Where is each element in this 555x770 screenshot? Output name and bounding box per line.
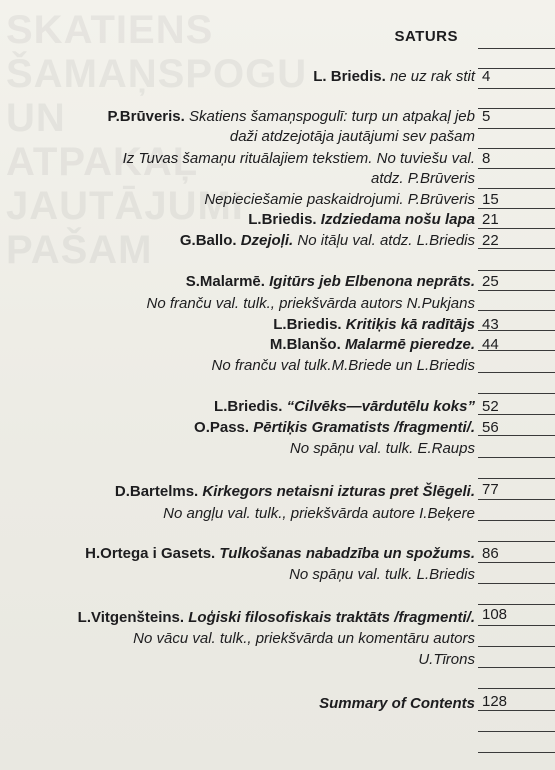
toc-author: L. Briedis. (313, 68, 386, 85)
toc-translator: No angļu val. tulk., priekšvārda autore I.Beķere (163, 505, 475, 522)
toc-page-number: 43 (482, 316, 499, 333)
toc-author: L.Vitgenšteins. (77, 609, 185, 626)
toc-translator: No franču val. tulk., priekšvārda autors N.Pukjans (146, 295, 475, 312)
toc-entry (115, 483, 475, 501)
page-title: SATURS (394, 28, 458, 45)
toc-entry (194, 419, 475, 437)
toc-author: P.Brūveris. (107, 108, 185, 125)
toc-translator: No vācu val. tulk., priekšvārda un komentāru autors (133, 630, 475, 647)
toc-note (418, 651, 475, 669)
toc-title: Izdziedama nošu lapa (320, 211, 475, 228)
toc-title: Kirkegors netaisni izturas pret Šlēgeli. (202, 483, 475, 500)
toc-entry (313, 68, 475, 86)
toc-title: Iz Tuvas šamaņu rituālajiem tekstiem. No tuviešu val. (122, 150, 475, 167)
toc-entry (214, 398, 475, 416)
toc-page-number: 77 (482, 481, 499, 498)
toc-note (133, 630, 475, 648)
toc-translator: No spāņu val. tulk. E.Raups (289, 440, 475, 457)
toc-entry (78, 609, 475, 627)
toc-entry (186, 273, 475, 291)
toc-title: Dzejoļi. (240, 232, 294, 249)
toc-author: H.Ortega i Gasets. (85, 545, 216, 562)
toc-author: M.Blanšo. (269, 336, 341, 353)
toc-translator: No franču val tulk.M.Briede un L.Briedis (211, 357, 475, 374)
toc-entry (85, 545, 475, 563)
toc-page-number: 21 (482, 211, 499, 228)
toc-entry (273, 316, 475, 334)
toc-page-number: 52 (482, 398, 499, 415)
toc-entry (180, 232, 475, 250)
toc-author: L.Briedis. (273, 316, 342, 333)
toc-page-number: 22 (482, 232, 499, 249)
toc-entry (204, 191, 475, 209)
toc-title: Igitūrs jeb Elbenona neprāts. (269, 273, 475, 290)
toc-page-number: 25 (482, 273, 499, 290)
toc-page-number: 8 (482, 150, 491, 167)
toc-title: Malarmē pieredze. (344, 336, 475, 353)
toc-translator: No itāļu val. atdz. L.Briedis (297, 232, 475, 249)
toc-translator: atdz. P.Brūveris (371, 170, 475, 187)
toc-title: Loģiski filosofiskais traktāts /fragmenti/. (188, 609, 475, 626)
toc-page-number: 108 (482, 606, 508, 623)
toc-title: Nepieciešamie paskaidrojumi. P.Brūveris (204, 191, 475, 208)
toc-page-number: 4 (482, 68, 491, 85)
toc-translator: No spāņu val. tulk. L.Briedis (289, 566, 475, 583)
toc-title: “Cilvēks—vārdutēlu koks” (286, 398, 475, 415)
toc-title: Tulkošanas nabadzība un spožums. (219, 545, 475, 562)
toc-title: Pērtiķis Gramatists /fragmenti/. (253, 419, 475, 436)
toc-page-number: 56 (482, 419, 499, 436)
toc-entry (123, 150, 475, 168)
toc-author: O.Pass. (194, 419, 250, 436)
toc-note (289, 566, 475, 584)
toc-author: G.Ballo. (179, 232, 237, 249)
toc-entry (319, 695, 475, 713)
toc-entry (270, 336, 475, 354)
toc-note (290, 440, 475, 458)
toc-page-number: 86 (482, 545, 499, 562)
toc-page-number: 44 (482, 336, 499, 353)
toc-title: Summary of Contents (319, 695, 475, 712)
show-through-text: SKATIENS ŠAMAŅSPOGU UN ATPAKAĻ JAUTĀJUMI PAŠAM (6, 8, 308, 272)
toc-page-number: 5 (482, 108, 491, 125)
toc-author: L.Briedis. (214, 398, 283, 415)
toc-commentator: U.Tīrons (418, 651, 475, 668)
toc-entry (108, 108, 475, 126)
toc-note (163, 505, 475, 523)
toc-author: S.Malarmē. (185, 273, 265, 290)
toc-note (147, 295, 475, 313)
toc-note (212, 357, 475, 375)
toc-author: D.Bartelms. (114, 483, 199, 500)
toc-title: Skatiens šamaņspogulī: turp un atpakaļ jeb (188, 108, 475, 125)
toc-author: L.Briedis. (248, 211, 317, 228)
toc-title: daži atdzejotāja jautājumi sev pašam (229, 128, 475, 145)
toc-note (371, 170, 475, 188)
toc-page-number: 128 (482, 693, 508, 710)
toc-page-number: 15 (482, 191, 499, 208)
toc-title: ne uz rak stit (389, 68, 475, 85)
toc-title: Kritiķis kā radītājs (345, 316, 475, 333)
toc-title-continued (230, 128, 475, 146)
toc-entry (248, 211, 475, 229)
